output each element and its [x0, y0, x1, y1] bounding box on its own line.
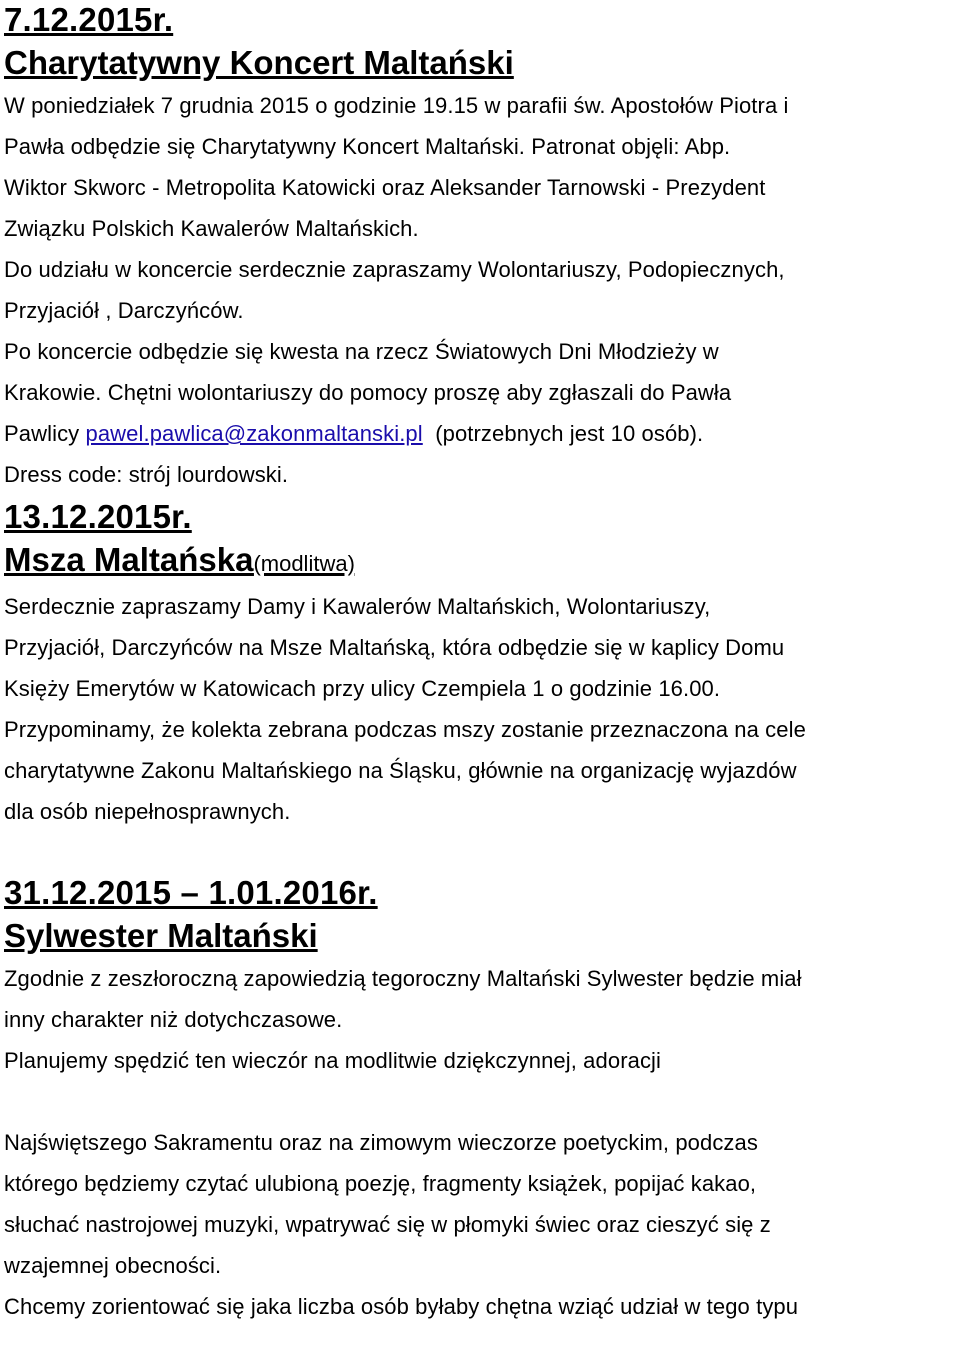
event-section-concert	[4, 0, 956, 495]
text-line: Najświętszego Sakramentu oraz na zimowym wieczorze poetyckim, podczas	[4, 1130, 758, 1155]
event-date: 31.12.2015 – 1.01.2016r.	[4, 874, 378, 911]
text-line: Pawła odbędzie się Charytatywny Koncert Maltański. Patronat objęli: Abp.	[4, 134, 731, 159]
text-line: Do udziału w koncercie serdecznie zapraszamy Wolontariuszy, Podopiecznych,	[4, 257, 785, 282]
text-line: słuchać nastrojowej muzyki, wpatrywać się w płomyki świec oraz cieszyć się z	[4, 1212, 771, 1237]
event-date: 7.12.2015r.	[4, 1, 174, 38]
text-line: charytatywne Zakonu Maltańskiego na Śląsku, głównie na organizację wyjazdów	[4, 758, 797, 783]
event-section-new-year	[4, 873, 956, 1327]
text-line: wzajemnej obecności.	[4, 1253, 222, 1278]
text-line: Przyjaciół , Darczyńców.	[4, 298, 244, 323]
text-line: Zgodnie z zeszłoroczną zapowiedzią tegoroczny Maltański Sylwester będzie miał	[4, 966, 802, 991]
event-date: 13.12.2015r.	[4, 498, 192, 535]
text-line: Serdecznie zapraszamy Damy i Kawalerów Maltańskich, Wolontariuszy,	[4, 594, 711, 619]
email-link[interactable]: pawel.pawlica@zakonmaltanski.pl	[85, 421, 423, 446]
text-line: Chcemy zorientować się jaka liczba osób byłaby chętna wziąć udział w tego typu	[4, 1294, 799, 1319]
text-line: Przypominamy, że kolekta zebrana podczas mszy zostanie przeznaczona na cele	[4, 717, 806, 742]
contact-suffix: (potrzebnych jest 10 osób).	[422, 421, 704, 446]
text-line: Planujemy spędzić ten wieczór na modlitwie dziękczynnej, adoracji	[4, 1048, 662, 1073]
event-title	[4, 537, 956, 586]
event-title-text: Msza Maltańska	[4, 541, 254, 578]
text-line: W poniedziałek 7 grudnia 2015 o godzinie 19.15 w parafii św. Apostołów Piotra i	[4, 93, 789, 118]
text-line: Księży Emerytów w Katowicach przy ulicy Czempiela 1 o godzinie 16.00.	[4, 676, 721, 701]
text-line: Związku Polskich Kawalerów Maltańskich.	[4, 216, 419, 241]
event-section-mass	[4, 497, 956, 832]
contact-line	[4, 413, 956, 454]
text-line: Wiktor Skworc - Metropolita Katowicki oraz Aleksander Tarnowski - Prezydent	[4, 175, 766, 200]
text-line: którego będziemy czytać ulubioną poezję, fragmenty książek, popijać kakao,	[4, 1171, 757, 1196]
event-title: Sylwester Maltański	[4, 917, 318, 954]
text-line: Dress code: strój lourdowski.	[4, 462, 289, 487]
text-line: Po koncercie odbędzie się kwesta na rzecz Światowych Dni Młodzieży w	[4, 339, 719, 364]
event-title: Charytatywny Koncert Maltański	[4, 44, 514, 81]
text-line: dla osób niepełnosprawnych.	[4, 799, 291, 824]
document-page	[4, 0, 956, 1327]
text-line: Krakowie. Chętni wolontariuszy do pomocy proszę aby zgłaszali do Pawła	[4, 380, 732, 405]
text-line: inny charakter niż dotychczasowe.	[4, 1007, 343, 1032]
contact-prefix: Pawlicy	[4, 421, 86, 446]
event-title-suffix: (modlitwa)	[253, 551, 355, 576]
text-line: Przyjaciół, Darczyńców na Msze Maltańską, która odbędzie się w kaplicy Domu	[4, 635, 785, 660]
